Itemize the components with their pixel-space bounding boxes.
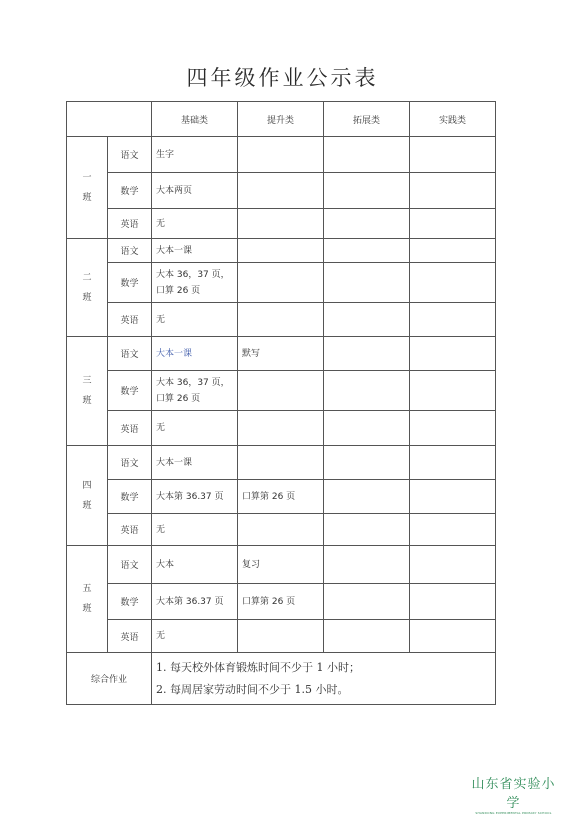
header-extend: 拓展类	[324, 102, 410, 137]
subject-label: 数学	[108, 480, 152, 514]
basic-cell: 无	[152, 620, 238, 653]
basic-cell: 大本 36，37 页， 口算 26 页	[152, 371, 238, 411]
improve-cell	[238, 137, 324, 173]
subject-label: 语文	[108, 137, 152, 173]
header-basic: 基础类	[152, 102, 238, 137]
practice-cell	[410, 239, 496, 263]
header-improve: 提升类	[238, 102, 324, 137]
extend-cell	[324, 480, 410, 514]
extend-cell	[324, 209, 410, 239]
improve-cell	[238, 620, 324, 653]
summary-line-1: 1. 每天校外体育锻炼时间不少于 1 小时；	[156, 660, 360, 674]
extend-cell	[324, 411, 410, 446]
extend-cell	[324, 620, 410, 653]
basic-cell: 大本一课	[152, 337, 238, 371]
table-row	[67, 480, 496, 514]
extend-cell	[324, 337, 410, 371]
basic-cell: 大本一课	[152, 446, 238, 480]
summary-label: 综合作业	[67, 653, 152, 705]
extend-cell	[324, 371, 410, 411]
subject-label: 英语	[108, 514, 152, 546]
table-row	[67, 209, 496, 239]
subject-label: 语文	[108, 446, 152, 480]
improve-cell: 口算第 26 页	[238, 584, 324, 620]
practice-cell	[410, 584, 496, 620]
basic-cell: 大本 36，37 页， 口算 26 页	[152, 263, 238, 303]
extend-cell	[324, 514, 410, 546]
extend-cell	[324, 173, 410, 209]
header-practice: 实践类	[410, 102, 496, 137]
improve-cell	[238, 446, 324, 480]
practice-cell	[410, 411, 496, 446]
practice-cell	[410, 137, 496, 173]
basic-cell: 无	[152, 514, 238, 546]
practice-cell	[410, 263, 496, 303]
improve-cell	[238, 209, 324, 239]
basic-cell: 无	[152, 303, 238, 337]
improve-cell: 口算第 26 页	[238, 480, 324, 514]
practice-cell	[410, 303, 496, 337]
homework-table	[66, 101, 496, 705]
practice-cell	[410, 209, 496, 239]
extend-cell	[324, 446, 410, 480]
improve-cell	[238, 263, 324, 303]
table-row	[67, 303, 496, 337]
extend-cell	[324, 239, 410, 263]
school-logo-chinese: 山东省实验小学	[471, 777, 556, 811]
practice-cell	[410, 337, 496, 371]
basic-cell: 大本第 36.37 页	[152, 480, 238, 514]
summary-line-2: 2. 每周居家劳动时间不少于 1.5 小时。	[156, 682, 349, 696]
extend-cell	[324, 303, 410, 337]
extend-cell	[324, 137, 410, 173]
class-2-label: 二 班	[67, 239, 108, 337]
improve-cell	[238, 371, 324, 411]
extend-cell	[324, 546, 410, 584]
summary-row	[67, 653, 496, 705]
class-4-label: 四 班	[67, 446, 108, 546]
subject-label: 英语	[108, 620, 152, 653]
basic-cell: 大本第 36.37 页	[152, 584, 238, 620]
extend-cell	[324, 584, 410, 620]
basic-cell: 无	[152, 209, 238, 239]
practice-cell	[410, 620, 496, 653]
basic-cell: 无	[152, 411, 238, 446]
subject-label: 语文	[108, 239, 152, 263]
extend-cell	[324, 263, 410, 303]
table-row	[67, 514, 496, 546]
summary-content	[152, 653, 496, 705]
table-row	[67, 337, 496, 371]
basic-cell: 大本一课	[152, 239, 238, 263]
basic-cell: 大本	[152, 546, 238, 584]
table-row	[67, 546, 496, 584]
subject-label: 数学	[108, 173, 152, 209]
subject-label: 语文	[108, 337, 152, 371]
class-3-label: 三 班	[67, 337, 108, 446]
table-row	[67, 620, 496, 653]
table-row	[67, 173, 496, 209]
table-row	[67, 371, 496, 411]
practice-cell	[410, 546, 496, 584]
subject-label: 数学	[108, 263, 152, 303]
practice-cell	[410, 514, 496, 546]
practice-cell	[410, 480, 496, 514]
improve-cell: 复习	[238, 546, 324, 584]
improve-cell	[238, 514, 324, 546]
class-1-label: 一 班	[67, 137, 108, 239]
school-logo-english: SHANDONG EXPERIMENTAL PRIMARY SCHOOL	[475, 811, 552, 815]
school-logo	[466, 773, 561, 815]
class-5-label: 五 班	[67, 546, 108, 653]
subject-label: 英语	[108, 411, 152, 446]
table-row	[67, 446, 496, 480]
basic-cell: 生字	[152, 137, 238, 173]
header-blank	[67, 102, 152, 137]
improve-cell	[238, 239, 324, 263]
table-row	[67, 239, 496, 263]
subject-label: 英语	[108, 303, 152, 337]
practice-cell	[410, 173, 496, 209]
practice-cell	[410, 371, 496, 411]
header-row	[67, 102, 496, 137]
improve-cell	[238, 303, 324, 337]
subject-label: 语文	[108, 546, 152, 584]
improve-cell: 默写	[238, 337, 324, 371]
table-row	[67, 584, 496, 620]
table-row	[67, 411, 496, 446]
page-title: 四年级作业公示表	[186, 66, 379, 90]
improve-cell	[238, 411, 324, 446]
subject-label: 数学	[108, 584, 152, 620]
table-row	[67, 263, 496, 303]
table-row	[67, 137, 496, 173]
improve-cell	[238, 173, 324, 209]
subject-label: 数学	[108, 371, 152, 411]
practice-cell	[410, 446, 496, 480]
subject-label: 英语	[108, 209, 152, 239]
basic-cell: 大本两页	[152, 173, 238, 209]
